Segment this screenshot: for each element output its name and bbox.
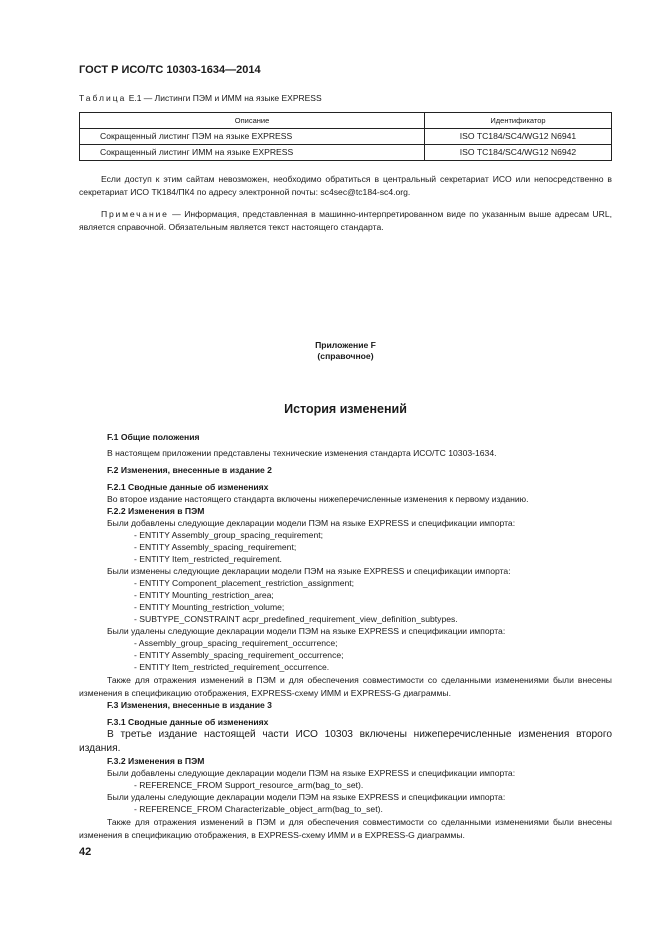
text-f1: В настоящем приложении представлены технические изменения стандарта ИСО/ТС 10303-1634. <box>107 448 497 458</box>
text-f21: Во второе издание настоящего стандарта включены нижеперечисленные изменения к первому изданию. <box>107 494 529 504</box>
column-header-description: Описание <box>80 113 425 129</box>
list-item: - ENTITY Component_placement_restriction_assignment; <box>134 578 355 588</box>
table-row <box>80 129 612 145</box>
table-caption <box>79 93 322 103</box>
table-row <box>80 145 612 161</box>
text-f22-removed-intro: Были удалены следующие декларации модели ПЭМ на языке EXPRESS и спецификации импорта: <box>107 626 506 636</box>
note-label: Примечание <box>101 209 169 219</box>
page-number: 42 <box>79 846 92 858</box>
heading-f31: F.3.1 Сводные данные об изменениях <box>107 717 269 727</box>
access-paragraph: Если доступ к этим сайтам невозможен, необходимо обратиться в центральный секретариат ИСО или непосредственно в секретариат ИСО ТК184/ПК4 по адресу электронной почты: sc4sec@tc184-sc4.org. <box>79 174 612 197</box>
heading-f2: F.2 Изменения, внесенные в издание 2 <box>107 465 272 475</box>
table-caption-label: Таблица <box>79 93 127 103</box>
list-item: - REFERENCE_FROM Characterizable_object_arm(bag_to_set). <box>134 804 383 814</box>
list-item: - ENTITY Item_restricted_requirement. <box>134 554 282 564</box>
column-header-identifier: Идентификатор <box>425 113 612 129</box>
list-item: - REFERENCE_FROM Support_resource_arm(bag_to_set). <box>134 780 364 790</box>
table-header-row <box>80 113 612 129</box>
list-item: - ENTITY Assembly_spacing_requirement_occurrence; <box>134 650 344 660</box>
listings-table <box>79 112 612 161</box>
table-cell-identifier: ISO TC184/SC4/WG12 N6942 <box>425 145 612 161</box>
list-item: - ENTITY Mounting_restriction_area; <box>134 590 274 600</box>
table-cell-description: Сокращенный листинг ИММ на языке EXPRESS <box>80 145 425 161</box>
appendix-subtitle: (справочное) <box>317 351 374 361</box>
list-item: - ENTITY Item_restricted_requirement_occurrence. <box>134 662 330 672</box>
heading-f3: F.3 Изменения, внесенные в издание 3 <box>107 700 272 710</box>
heading-f1: F.1 Общие положения <box>107 432 200 442</box>
text-f31: В третье издание настоящей части ИСО 10303 включены нижеперечисленные изменения второго издания. <box>79 729 612 754</box>
heading-f21: F.2.1 Сводные данные об изменениях <box>107 482 269 492</box>
note-paragraph <box>79 208 612 234</box>
table-cell-description: Сокращенный листинг ПЭМ на языке EXPRESS <box>80 129 425 145</box>
text-f22-changed-intro: Были изменены следующие декларации модели ПЭМ на языке EXPRESS и спецификации импорта: <box>107 566 511 576</box>
list-item: - ENTITY Assembly_spacing_requirement; <box>134 542 297 552</box>
section-title: История изменений <box>284 402 407 416</box>
list-item: - Assembly_group_spacing_requirement_occurrence; <box>134 638 338 648</box>
text-f32-removed-intro: Были удалены следующие декларации модели ПЭМ на языке EXPRESS и спецификации импорта: <box>107 792 506 802</box>
table-caption-text: Е.1 — Листинги ПЭМ и ИММ на языке EXPRESS <box>126 93 322 103</box>
document-header: ГОСТ Р ИСО/ТС 10303-1634—2014 <box>79 64 261 76</box>
list-item: - ENTITY Mounting_restriction_volume; <box>134 602 285 612</box>
text-f32-added-intro: Были добавлены следующие декларации модели ПЭМ на языке EXPRESS и спецификации импорта: <box>107 768 516 778</box>
text-f32-also: Также для отражения изменений в ПЭМ и для обеспечения совместимости со сделанными изменениями были внесены изменения в спецификацию отображения, в EXPRESS-схему ИММ и в EXPRESS-G диаграммы. <box>79 817 612 840</box>
note-text: — Информация, представленная в машинно-интерпретированном виде по указанным выше адресам URL, является справочной. Обязательным является текст настоящего стандарта. <box>79 209 612 232</box>
text-f22-also: Также для отражения изменений в ПЭМ и для обеспечения совместимости со сделанными изменениями были внесены изменения в спецификацию отображения, EXPRESS-схему ИММ и EXPRESS-G диаграммы. <box>79 675 612 698</box>
table-cell-identifier: ISO TC184/SC4/WG12 N6941 <box>425 129 612 145</box>
list-item: - SUBTYPE_CONSTRAINT acpr_predefined_requirement_view_definition_subtypes. <box>134 614 458 624</box>
list-item: - ENTITY Assembly_group_spacing_requirement; <box>134 530 323 540</box>
appendix-title: Приложение F <box>315 340 376 350</box>
text-f22-added-intro: Были добавлены следующие декларации модели ПЭМ на языке EXPRESS и спецификации импорта: <box>107 518 516 528</box>
heading-f32: F.3.2 Изменения в ПЭМ <box>107 756 205 766</box>
heading-f22: F.2.2 Изменения в ПЭМ <box>107 506 205 516</box>
